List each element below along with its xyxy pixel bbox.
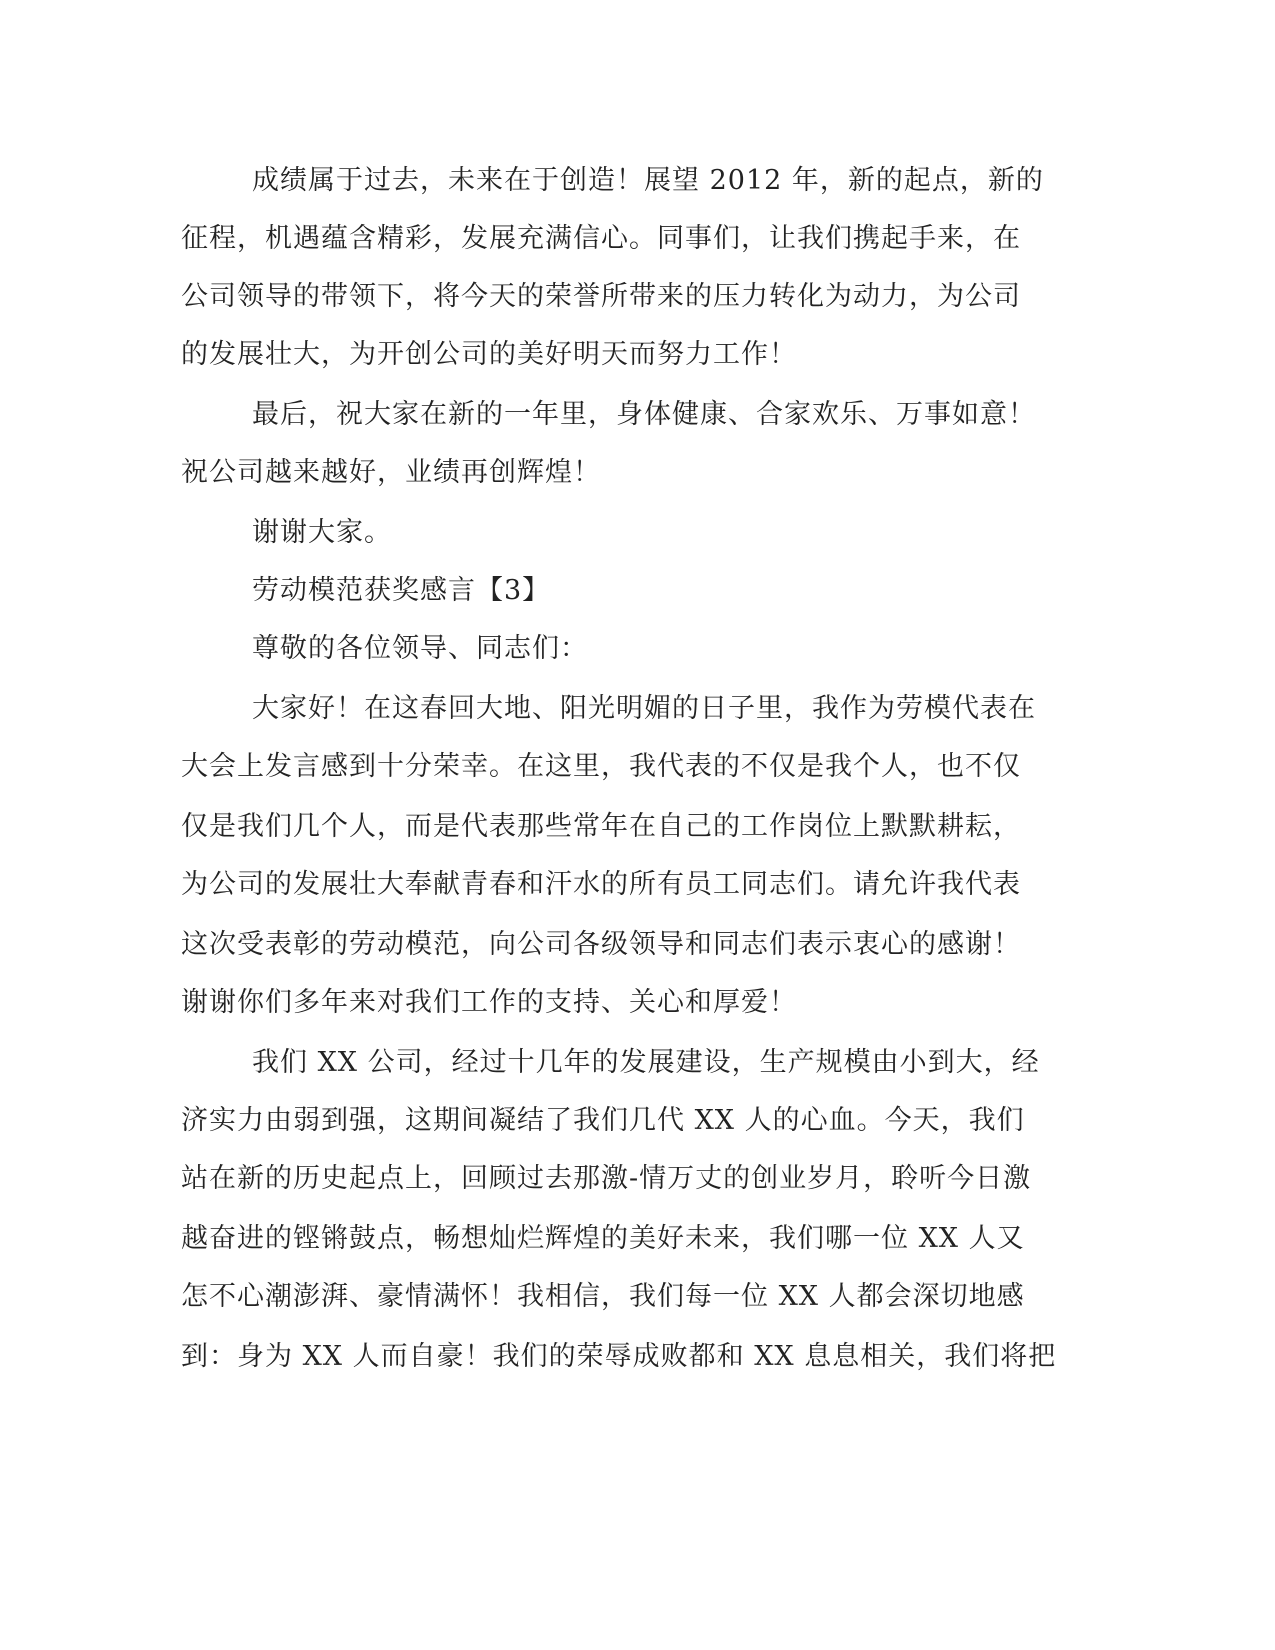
text-line-21: 到：身为 XX 人而自豪！我们的荣辱成败都和 XX 息息相关，我们将把 (181, 1341, 1057, 1372)
text-line-5: 最后，祝大家在新的一年里，身体健康、合家欢乐、万事如意！ (252, 399, 1036, 430)
text-line-17: 济实力由弱到强，这期间凝结了我们几代 XX 人的心血。今天，我们 (181, 1105, 1025, 1136)
text-line-1: 成绩属于过去，未来在于创造！展望 2012 年，新的起点，新的 (252, 165, 1044, 196)
text-line-13: 为公司的发展壮大奉献青春和汗水的所有员工同志们。请允许我代表 (181, 869, 1021, 900)
salutation: 尊敬的各位领导、同志们： (252, 633, 588, 664)
text-line-14: 这次受表彰的劳动模范，向公司各级领导和同志们表示衷心的感谢！ (181, 929, 1021, 960)
text-line-15: 谢谢你们多年来对我们工作的支持、关心和厚爱！ (181, 987, 797, 1018)
text-line-11: 大会上发言感到十分荣幸。在这里，我代表的不仅是我个人，也不仅 (181, 751, 1021, 782)
text-line-16: 我们 XX 公司，经过十几年的发展建设，生产规模由小到大，经 (252, 1047, 1040, 1078)
text-line-12: 仅是我们几个人，而是代表那些常年在自己的工作岗位上默默耕耘， (181, 811, 1021, 842)
text-line-3: 公司领导的带领下，将今天的荣誉所带来的压力转化为动力，为公司 (181, 281, 1021, 312)
text-line-19: 越奋进的铿锵鼓点，畅想灿烂辉煌的美好未来，我们哪一位 XX 人又 (181, 1223, 1025, 1254)
text-line-18: 站在新的历史起点上，回顾过去那激-情万丈的创业岁月，聆听今日激 (181, 1163, 1032, 1194)
text-line-10: 大家好！在这春回大地、阳光明媚的日子里，我作为劳模代表在 (252, 693, 1036, 724)
section-heading: 劳动模范获奖感言【3】 (252, 575, 551, 606)
text-line-2: 征程，机遇蕴含精彩，发展充满信心。同事们，让我们携起手来，在 (181, 223, 1021, 254)
text-line-4: 的发展壮大，为开创公司的美好明天而努力工作！ (181, 339, 797, 370)
text-line-6: 祝公司越来越好，业绩再创辉煌！ (181, 457, 601, 488)
text-line-7: 谢谢大家。 (252, 517, 392, 548)
text-line-20: 怎不心潮澎湃、豪情满怀！我相信，我们每一位 XX 人都会深切地感 (181, 1281, 1025, 1312)
